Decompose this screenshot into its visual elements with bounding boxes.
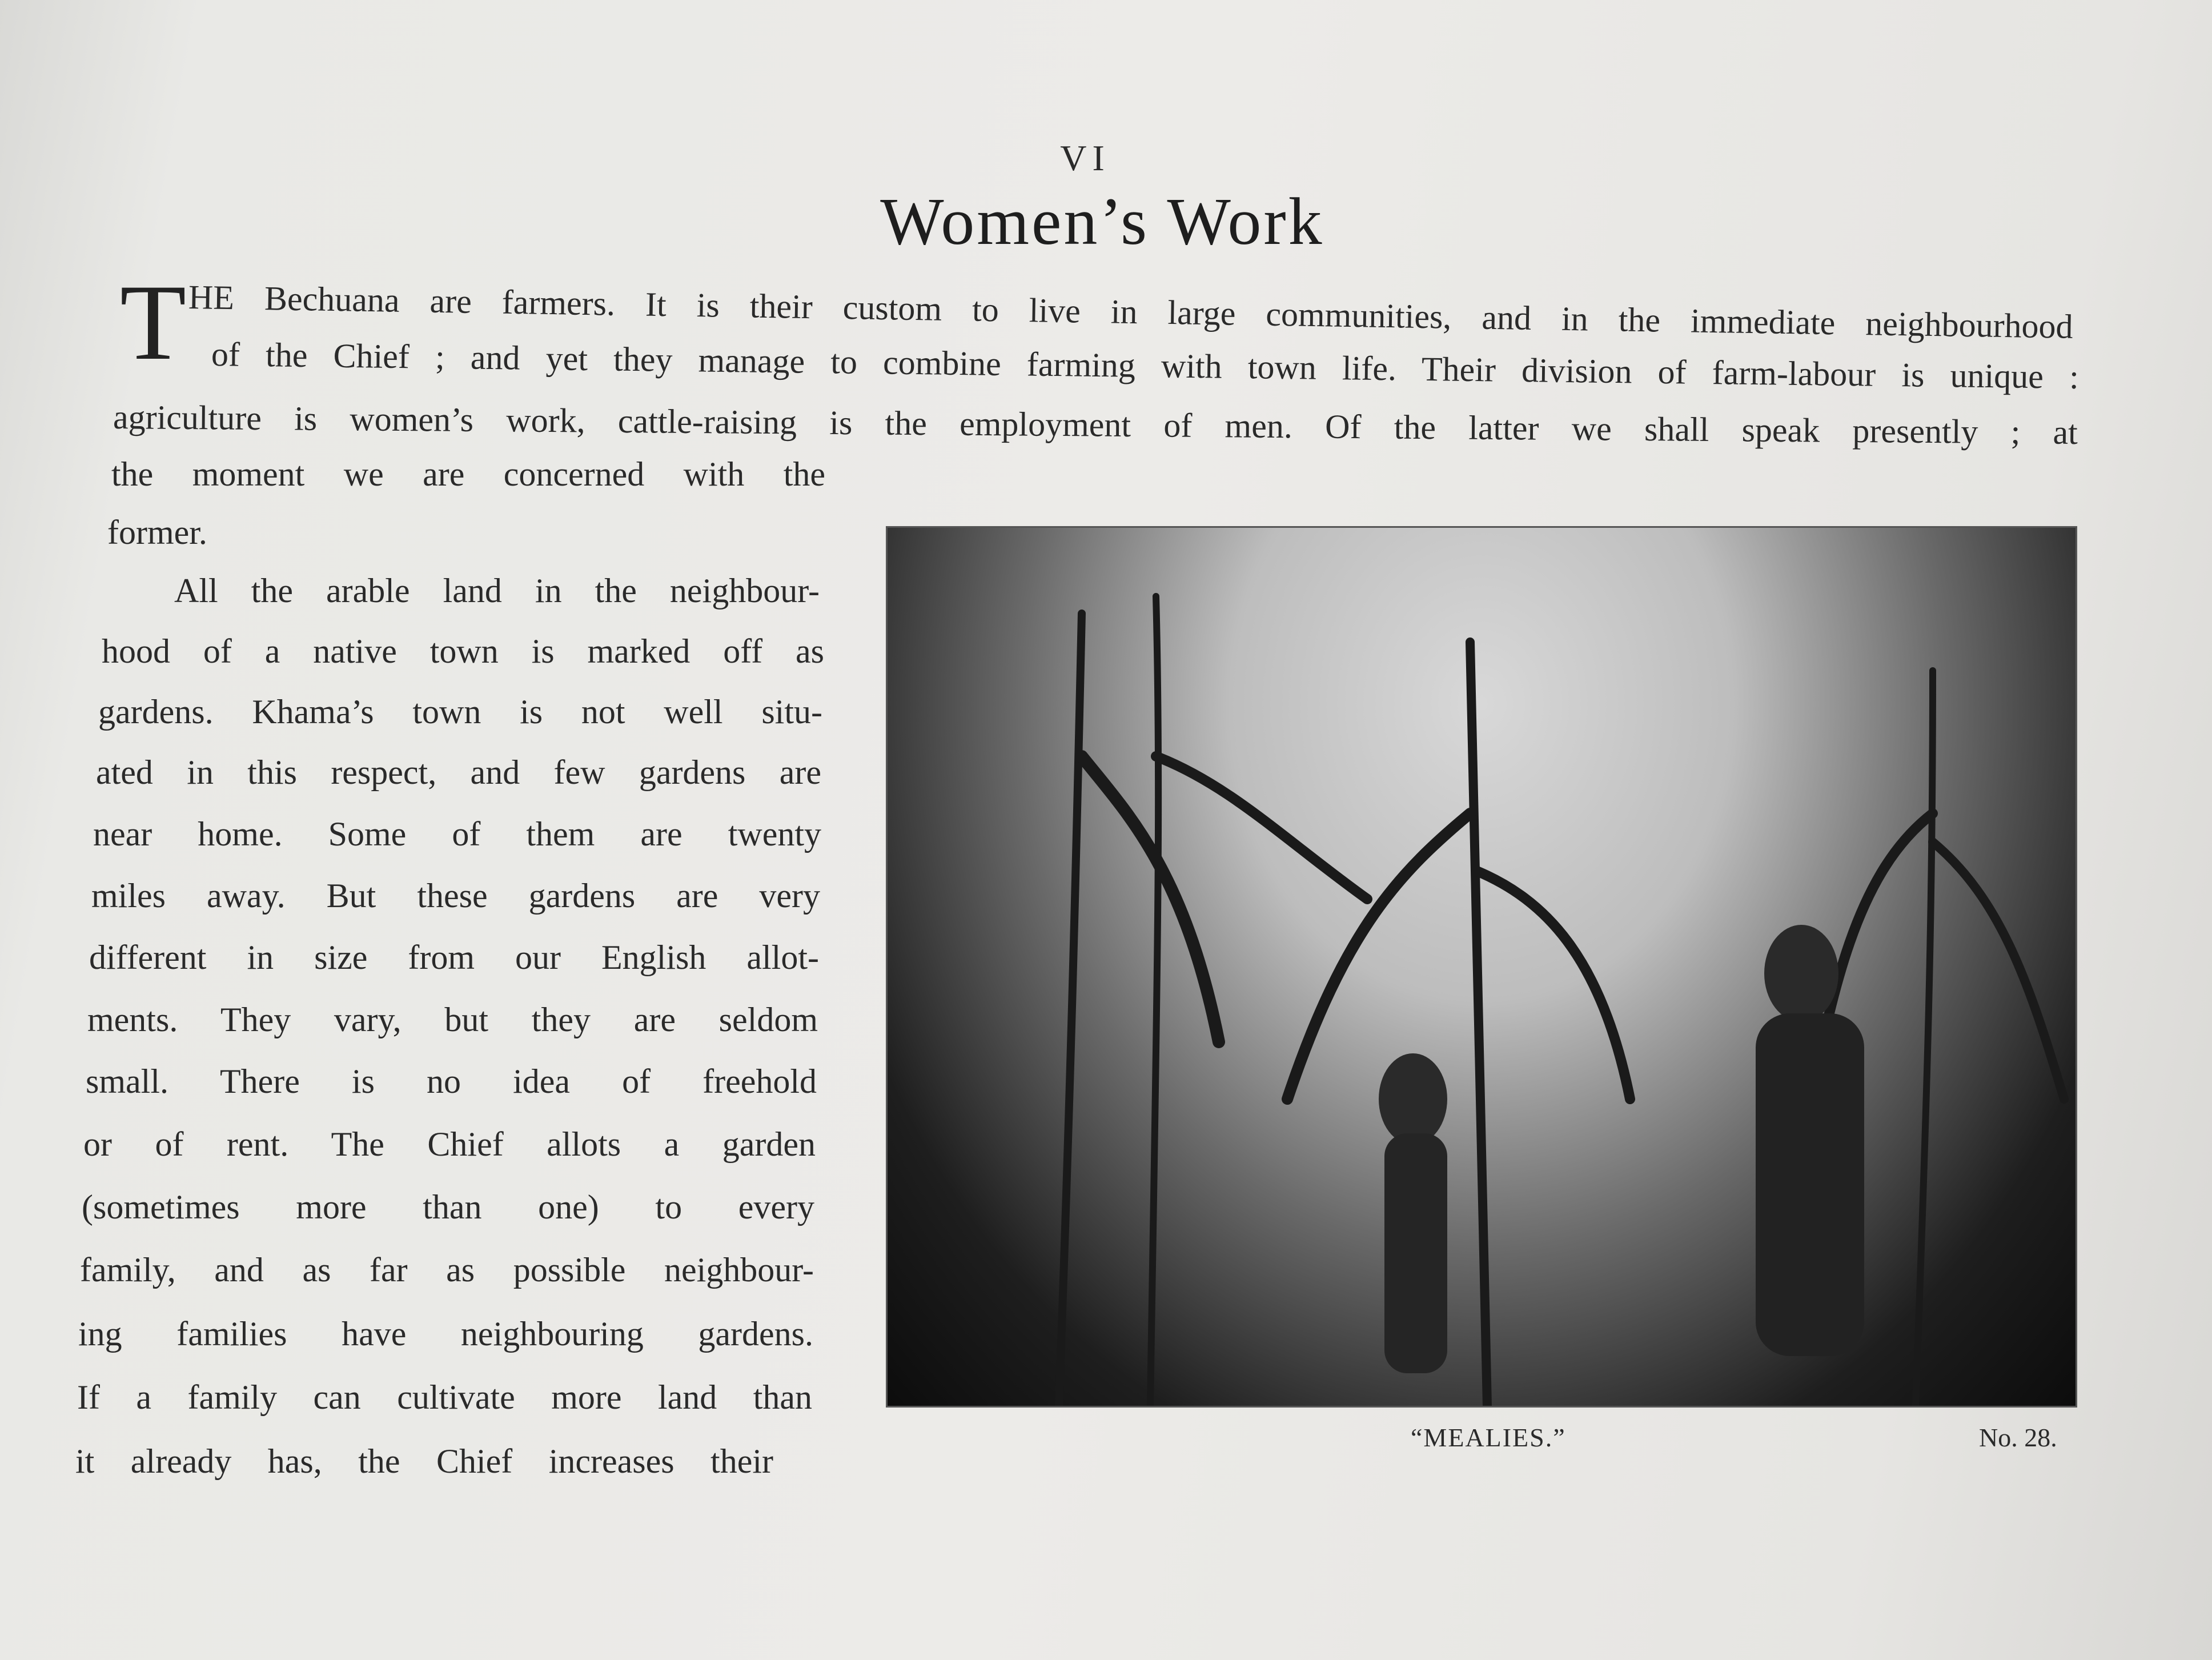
text-line: of the Chief ; and yet they manage to combine farming with town life. Their division of farm-labour is unique : [211, 335, 2079, 396]
text-line: If a family can cultivate more land than [77, 1378, 812, 1416]
text-line: different in size from our English allot- [89, 939, 819, 976]
text-line: the moment we are concerned with the [111, 455, 825, 493]
text-line: All the arable land in the neighbour- [174, 572, 820, 610]
text-line: small. There is no idea of freehold [86, 1062, 817, 1100]
plate-number: No. 28. [1979, 1423, 2057, 1452]
chapter-title: Women’s Work [880, 184, 1324, 259]
text-line: or of rent. The Chief allots a garden [83, 1125, 816, 1163]
text-line: near home. Some of them are twenty [93, 815, 821, 853]
text-line: hood of a native town is marked off as [102, 632, 824, 670]
text-line: agriculture is women’s work, cattle-raising is the employment of men. Of the latter we shall speak presently ; at [113, 398, 2078, 452]
maize-field-illustration [888, 528, 2075, 1406]
text-line: former. [107, 514, 207, 551]
child-figure [1379, 1053, 1447, 1145]
text-line: it already has, the Chief increases their [75, 1442, 773, 1480]
text-line: family, and as far as possible neighbour- [80, 1251, 814, 1289]
woman-figure [1764, 925, 1838, 1022]
text-line: miles away. But these gardens are very [91, 877, 820, 915]
text-line: ing families have neighbouring gardens. [78, 1315, 813, 1353]
text-line: ments. They vary, but they are seldom [87, 1001, 818, 1038]
text-line: (sometimes more than one) to every [82, 1188, 814, 1226]
text-line: ated in this respect, and few gardens are [96, 753, 821, 791]
figure-caption: “MEALIES.” [1411, 1423, 1566, 1452]
text-line: HE Bechuana are farmers. It is their custom to live in large communities, and in the immediate neighbourhood [188, 278, 2074, 346]
text-line: gardens. Khama’s town is not well situ- [98, 693, 822, 731]
mealies-photograph [886, 526, 2077, 1408]
chapter-number: VI [1060, 138, 1110, 178]
drop-cap: T [120, 263, 187, 383]
